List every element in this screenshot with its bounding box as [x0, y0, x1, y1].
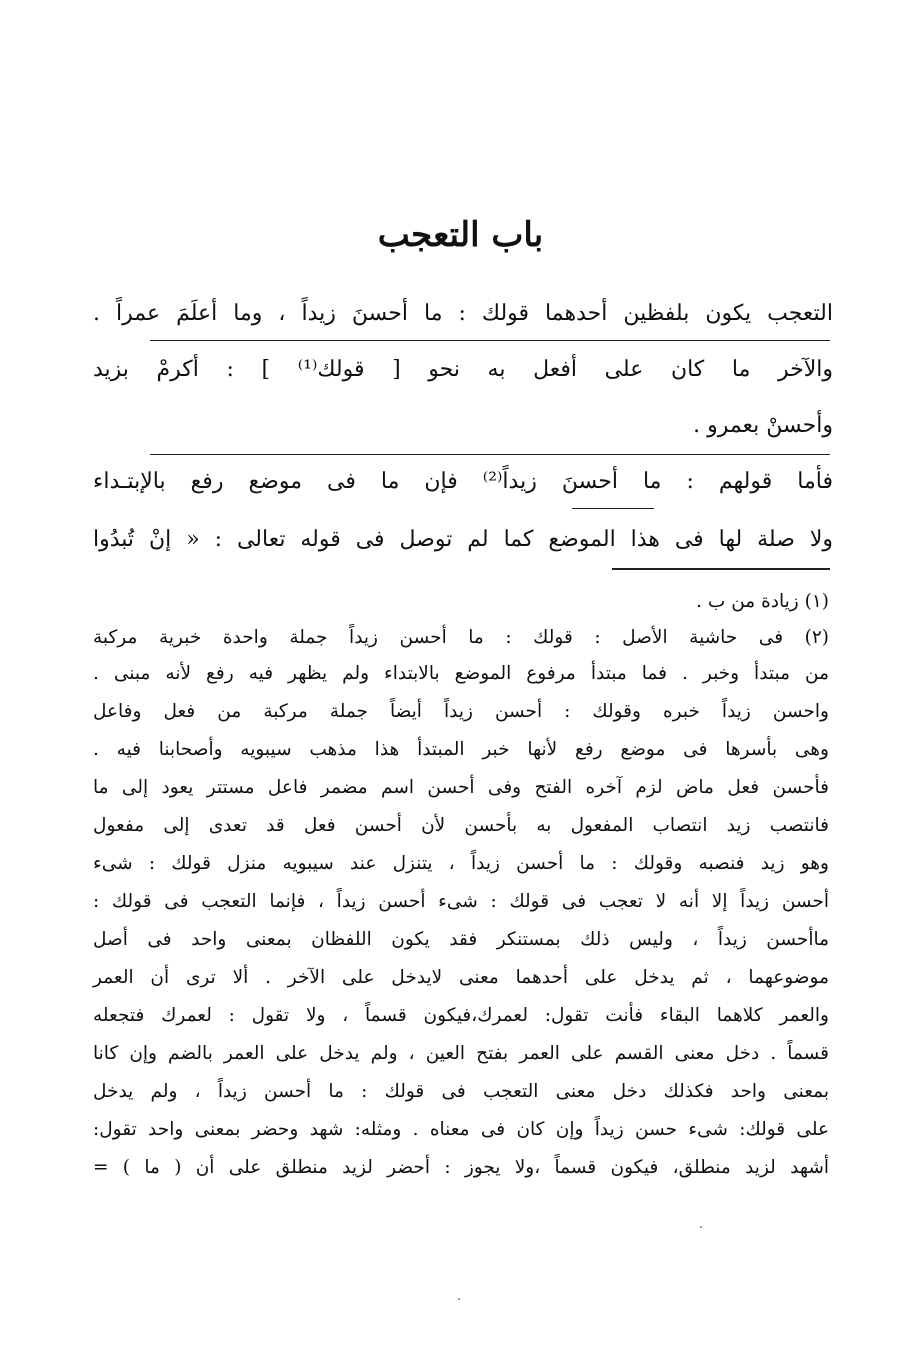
scan-speck — [458, 1298, 460, 1300]
footnote-2-line: قسماً . دخل معنى القسم على العمر بفتح العين ، ولم يدخل على العمر بالضم وإن كانا — [93, 1043, 829, 1064]
footnote-2-line: من مبتدأ وخبر . فما مبتدأ مرفوع الموضع بالابتداء ولم يظهر فيه رفع لأنه مبنى . — [93, 663, 829, 684]
footnote-2-line: فانتصب زيد انتصاب المفعول به بأحسن لأن أحسن فعل قد تعدى إلى مفعول — [93, 815, 829, 836]
underline-rule — [572, 508, 654, 509]
footnote-2-line: أحسن زيداً إلا أنه لا تعجب فى قولك : شىء أحسن زيداً ، فإنما التعجب فى قولك : — [93, 891, 829, 912]
footnote-2-line: أشهد لزيد منطلق، فيكون قسماً ،ولا يجوز : أحضر لزيد منطلق على أن ( ما ) = — [93, 1157, 829, 1178]
footnote-2-line: (٢) فى حاشية الأصل : قولك : ما أحسن زيداً جملة واحدة خبرية مركبة — [93, 627, 829, 648]
footnote-2-line: والعمر كلاهما البقاء فأنت تقول: لعمرك،فيكون قسماً ، ولا تقول : لعمرك فتجعله — [93, 1005, 829, 1026]
footnote-1: (١) زيادة من ب . — [696, 591, 829, 612]
footnote-2-line: وهى بأسرها فى موضع رفع لأنها خبر المبتدأ هذا مذهب سيبويه وأصحابنا فيه . — [93, 739, 829, 760]
footnote-2-line: بمعنى واحد فكذلك دخل معنى التعجب فى قولك : ما أحسن زيداً ، ولم يدخل — [93, 1081, 829, 1102]
footnote-2-line: على قولك: شىء حسن زيداً وإن كان فى معناه . ومثله: شهد وحضر بمعنى واحد تقول: — [93, 1119, 829, 1140]
body-line-2: والآخر ما كان على أفعل به نحو [ قولك⁽¹⁾ ] : أكرمْ بزيد — [93, 357, 833, 382]
underline-rule — [150, 454, 830, 455]
chapter-title: باب التعجب — [377, 215, 544, 255]
footnote-2-line: وهو زيد فنصبه وقولك : ما أحسن زيداً ، يتنزل عند سيبويه منزل قولك : شىء — [93, 853, 829, 874]
footnote-2-line: موضوعهما ، ثم يدخل على أحدهما معنى لايدخل على الآخر . ألا ترى أن العمر — [93, 967, 829, 988]
body-line-5: ولا صلة لها فى هذا الموضع كما لم توصل فى قوله تعالى : « إنْ تُبدُوا — [93, 527, 833, 552]
footnote-2-line: ماأحسن زيداً ، وليس ذلك بمستنكر فقد يكون اللفظان بمعنى واحد فى أصل — [93, 929, 829, 950]
footnote-2-line: واحسن زيداً خبره وقولك : أحسن زيداً أيضاً جملة مركبة من فعل وفاعل — [93, 701, 829, 722]
footnote-separator — [612, 568, 830, 570]
body-line-4: فأما قولهم : ما أحسنَ زيداً⁽²⁾ فإن ما فى موضع رفع بالإبتـداء — [93, 469, 833, 494]
body-line-3: وأحسنْ بعمرو . — [693, 413, 833, 438]
scan-speck — [700, 1226, 702, 1228]
footnote-2-line: فأحسن فعل ماض لزم آخره الفتح وفى أحسن اسم مضمر فاعل مستتر يعود إلى ما — [93, 777, 829, 798]
body-line-1: التعجب يكون بلفظين أحدهما قولك : ما أحسنَ زيداً ، وما أعلَمَ عمراً . — [93, 301, 833, 326]
underline-rule — [150, 340, 830, 341]
